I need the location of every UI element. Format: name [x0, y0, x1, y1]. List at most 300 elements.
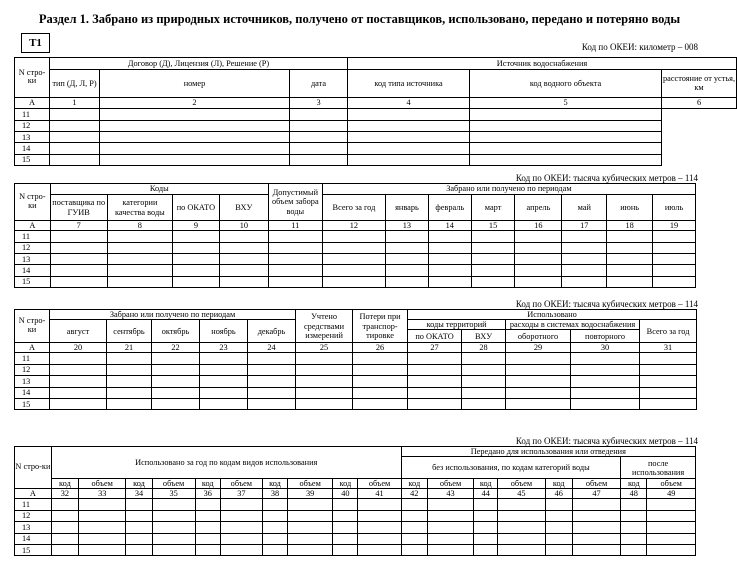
table-cell[interactable]: [408, 353, 462, 364]
col-num: 31: [640, 343, 697, 353]
table-cell[interactable]: [195, 522, 220, 533]
row-number: 15: [15, 154, 50, 165]
table-cell[interactable]: [572, 544, 620, 555]
table-cell[interactable]: [358, 522, 401, 533]
col-num: 39: [288, 489, 333, 499]
table-cell[interactable]: [358, 510, 401, 521]
table-cell[interactable]: [401, 522, 427, 533]
table-cell[interactable]: [100, 143, 290, 154]
table-cell[interactable]: [515, 231, 562, 242]
table-cell[interactable]: [262, 544, 287, 555]
table-cell[interactable]: [51, 510, 78, 521]
table-cell[interactable]: [50, 265, 107, 276]
table-cell[interactable]: [470, 154, 662, 165]
table-cell[interactable]: [172, 242, 219, 253]
table-cell[interactable]: [107, 242, 172, 253]
table-cell[interactable]: [50, 131, 100, 142]
table-cell[interactable]: [562, 265, 607, 276]
table-cell[interactable]: [348, 154, 470, 165]
col-losses: Потери при транспор-тировке: [353, 310, 408, 343]
table-cell[interactable]: [401, 544, 427, 555]
table-cell[interactable]: [220, 533, 262, 544]
table-cell[interactable]: [471, 265, 515, 276]
table-cell[interactable]: [50, 109, 100, 120]
table-cell[interactable]: [51, 533, 78, 544]
table-cell[interactable]: [498, 544, 545, 555]
codes-group-header: Коды: [50, 184, 268, 195]
col-num: 21: [107, 343, 152, 353]
table-cell[interactable]: [474, 522, 498, 533]
table-cell[interactable]: [290, 120, 348, 131]
table-cell[interactable]: [474, 533, 498, 544]
table-cell[interactable]: [348, 131, 470, 142]
table-cell[interactable]: [50, 364, 107, 375]
table-cell[interactable]: [348, 143, 470, 154]
col-jul: июль: [653, 195, 696, 221]
col-measured: Учтено средствами измерений: [296, 310, 353, 343]
table-row: [15, 242, 696, 253]
table-cell[interactable]: [427, 544, 473, 555]
table-row: [15, 143, 737, 154]
table-cell[interactable]: [427, 522, 473, 533]
col-num: 37: [220, 489, 262, 499]
table-cell[interactable]: [428, 276, 471, 287]
table-row: [15, 398, 697, 409]
table-cell[interactable]: [571, 398, 640, 409]
table-cell[interactable]: [152, 533, 195, 544]
table-cell[interactable]: [428, 242, 471, 253]
table-cell[interactable]: [107, 387, 152, 398]
table-row: [15, 522, 696, 533]
col-num: А: [15, 489, 52, 499]
col-date: дата: [290, 69, 348, 97]
row-number: 14: [15, 143, 50, 154]
table-cell[interactable]: [219, 231, 268, 242]
table-cell[interactable]: [200, 364, 248, 375]
table-cell[interactable]: [288, 522, 333, 533]
table-cell[interactable]: [386, 265, 429, 276]
table-cell[interactable]: [470, 131, 662, 142]
table-row: [15, 510, 696, 521]
table-cell[interactable]: [322, 265, 385, 276]
col-num: 47: [572, 489, 620, 499]
table-cell[interactable]: [428, 253, 471, 264]
table-cell[interactable]: [288, 499, 333, 510]
table-cell[interactable]: [290, 143, 348, 154]
table-cell[interactable]: [647, 533, 696, 544]
table-cell[interactable]: [562, 276, 607, 287]
table-cell[interactable]: [653, 276, 696, 287]
table-cell[interactable]: [262, 499, 287, 510]
table-cell[interactable]: [427, 510, 473, 521]
table-cell[interactable]: [640, 398, 697, 409]
col-year-total: Всего за год: [322, 195, 385, 221]
table-cell[interactable]: [172, 253, 219, 264]
table-cell[interactable]: [653, 231, 696, 242]
table-cell[interactable]: [51, 522, 78, 533]
col-num: 29: [506, 343, 571, 353]
col-num: 20: [50, 343, 107, 353]
table-cell[interactable]: [51, 499, 78, 510]
table-cell[interactable]: [572, 533, 620, 544]
table-cell[interactable]: [126, 533, 152, 544]
table-cell[interactable]: [152, 353, 200, 364]
table-cell[interactable]: [50, 276, 107, 287]
table-cell[interactable]: [640, 364, 697, 375]
table-cell[interactable]: [427, 533, 473, 544]
table-cell[interactable]: [172, 231, 219, 242]
col-source-type-code: код типа источника: [348, 69, 470, 97]
table-cell[interactable]: [640, 376, 697, 387]
table-cell[interactable]: [474, 499, 498, 510]
table-cell[interactable]: [545, 544, 572, 555]
table-cell[interactable]: [322, 231, 385, 242]
table-cell[interactable]: [107, 231, 172, 242]
table-cell[interactable]: [462, 353, 506, 364]
table-cell[interactable]: [572, 499, 620, 510]
table-cell[interactable]: [401, 533, 427, 544]
table-cell[interactable]: [152, 398, 200, 409]
col-vhu: ВХУ: [462, 330, 506, 343]
table-cell[interactable]: [51, 544, 78, 555]
table-cell[interactable]: [621, 499, 647, 510]
table-cell[interactable]: [333, 499, 358, 510]
table-cell[interactable]: [322, 253, 385, 264]
table-cell[interactable]: [607, 253, 653, 264]
table-cell[interactable]: [498, 522, 545, 533]
table-cell[interactable]: [322, 242, 385, 253]
transferred-header: Передано для использования или отведения: [401, 447, 695, 457]
table-cell[interactable]: [200, 387, 248, 398]
table-cell[interactable]: [621, 522, 647, 533]
table-cell[interactable]: [428, 265, 471, 276]
table-cell[interactable]: [200, 398, 248, 409]
table-cell[interactable]: [288, 510, 333, 521]
table-cell[interactable]: [401, 499, 427, 510]
table-cell[interactable]: [386, 242, 429, 253]
table-cell[interactable]: [462, 387, 506, 398]
after-use-header: после использования: [621, 457, 696, 479]
table-cell[interactable]: [545, 510, 572, 521]
table-cell[interactable]: [386, 231, 429, 242]
table-cell[interactable]: [333, 544, 358, 555]
row-number: 15: [15, 276, 51, 287]
col-year-total: Всего за год: [640, 320, 697, 343]
table-cell[interactable]: [268, 276, 322, 287]
col-code: код: [126, 479, 152, 489]
table-cell[interactable]: [219, 276, 268, 287]
table-cell[interactable]: [515, 253, 562, 264]
col-num: 19: [653, 221, 696, 231]
table-cell[interactable]: [79, 544, 126, 555]
table-cell[interactable]: [220, 499, 262, 510]
table-row: [15, 253, 696, 264]
table-cell[interactable]: [471, 276, 515, 287]
col-num: 38: [262, 489, 287, 499]
table-cell[interactable]: [322, 276, 385, 287]
table-cell[interactable]: [515, 242, 562, 253]
table-cell[interactable]: [408, 387, 462, 398]
table-cell[interactable]: [474, 544, 498, 555]
table-cell[interactable]: [498, 510, 545, 521]
col-aug: август: [50, 320, 107, 343]
table-cell[interactable]: [647, 510, 696, 521]
table-cell[interactable]: [290, 131, 348, 142]
table-cell[interactable]: [220, 522, 262, 533]
table-cell[interactable]: [506, 364, 571, 375]
table-cell[interactable]: [428, 231, 471, 242]
col-dec: декабрь: [248, 320, 296, 343]
table-cell[interactable]: [248, 387, 296, 398]
table-cell[interactable]: [353, 364, 408, 375]
table-cell[interactable]: [427, 499, 473, 510]
table-cell[interactable]: [545, 499, 572, 510]
table-cell[interactable]: [50, 231, 107, 242]
table-cell[interactable]: [471, 253, 515, 264]
table-cell[interactable]: [100, 120, 290, 131]
table-cell[interactable]: [288, 533, 333, 544]
table-cell[interactable]: [50, 376, 107, 387]
table-cell[interactable]: [498, 499, 545, 510]
table-cell[interactable]: [152, 364, 200, 375]
col-num: А: [15, 97, 50, 109]
table-cell[interactable]: [470, 109, 662, 120]
table-cell[interactable]: [296, 387, 353, 398]
table-cell[interactable]: [353, 387, 408, 398]
table-cell[interactable]: [333, 533, 358, 544]
table-cell[interactable]: [348, 109, 470, 120]
table-cell[interactable]: [640, 353, 697, 364]
table-cell[interactable]: [220, 510, 262, 521]
table-cell[interactable]: [562, 242, 607, 253]
col-vhu: ВХУ: [219, 195, 268, 221]
table-cell[interactable]: [470, 120, 662, 131]
table-cell[interactable]: [462, 398, 506, 409]
table-cell[interactable]: [358, 533, 401, 544]
table-cell[interactable]: [107, 398, 152, 409]
table-cell[interactable]: [268, 242, 322, 253]
row-number: 13: [15, 522, 52, 533]
table-cell[interactable]: [50, 398, 107, 409]
table-cell[interactable]: [562, 253, 607, 264]
table-cell[interactable]: [572, 510, 620, 521]
table-cell[interactable]: [152, 499, 195, 510]
table-cell[interactable]: [248, 364, 296, 375]
col-water-object-code: код водного объекта: [470, 69, 662, 97]
table-cell[interactable]: [220, 544, 262, 555]
table-cell[interactable]: [358, 544, 401, 555]
table-cell[interactable]: [571, 353, 640, 364]
table-cell[interactable]: [653, 242, 696, 253]
col-quality: категории качества воды: [107, 195, 172, 221]
table-cell[interactable]: [50, 253, 107, 264]
table-cell[interactable]: [621, 510, 647, 521]
table-cell[interactable]: [408, 364, 462, 375]
table-cell[interactable]: [653, 253, 696, 264]
table-cell[interactable]: [621, 544, 647, 555]
table-cell[interactable]: [506, 398, 571, 409]
table-cell[interactable]: [640, 387, 697, 398]
table-cell[interactable]: [172, 265, 219, 276]
table-cell[interactable]: [386, 276, 429, 287]
table-cell[interactable]: [195, 533, 220, 544]
table-cell[interactable]: [647, 522, 696, 533]
table-cell[interactable]: [333, 522, 358, 533]
table-cell[interactable]: [126, 522, 152, 533]
table-cell[interactable]: [386, 253, 429, 264]
table-cell[interactable]: [607, 265, 653, 276]
table-cell[interactable]: [248, 398, 296, 409]
table-cell[interactable]: [195, 544, 220, 555]
table-cell[interactable]: [126, 510, 152, 521]
table-cell[interactable]: [107, 276, 172, 287]
col-jan: январь: [386, 195, 429, 221]
table-cell[interactable]: [333, 510, 358, 521]
without-use-header: без использования, по кодам категорий воды: [401, 457, 621, 479]
table-cell[interactable]: [107, 364, 152, 375]
table-cell[interactable]: [248, 353, 296, 364]
col-num: 12: [322, 221, 385, 231]
col-supplier: поставщика по ГУИВ: [50, 195, 107, 221]
table-cell[interactable]: [262, 522, 287, 533]
table-cell[interactable]: [50, 242, 107, 253]
table-cell[interactable]: [152, 376, 200, 387]
table-cell[interactable]: [152, 544, 195, 555]
table-cell[interactable]: [219, 253, 268, 264]
table-cell[interactable]: [152, 387, 200, 398]
table-cell[interactable]: [248, 376, 296, 387]
table-cell[interactable]: [572, 522, 620, 533]
col-circulating: оборотного: [506, 330, 571, 343]
table-cell[interactable]: [288, 544, 333, 555]
table-cell[interactable]: [290, 109, 348, 120]
table-cell[interactable]: [296, 353, 353, 364]
table-cell[interactable]: [515, 265, 562, 276]
table-cell[interactable]: [358, 499, 401, 510]
table-cell[interactable]: [268, 253, 322, 264]
table-cell[interactable]: [152, 510, 195, 521]
col-num: 32: [51, 489, 78, 499]
table-cell[interactable]: [408, 398, 462, 409]
table-cell[interactable]: [296, 398, 353, 409]
table-cell[interactable]: [50, 120, 100, 131]
col-distance: расстояние от устья, км: [662, 69, 737, 97]
table-cell[interactable]: [268, 231, 322, 242]
table-cell[interactable]: [219, 265, 268, 276]
table-cell[interactable]: [296, 364, 353, 375]
row-number: 13: [15, 253, 51, 264]
table-cell[interactable]: [462, 364, 506, 375]
table-cell[interactable]: [107, 353, 152, 364]
col-repeated: повторного: [571, 330, 640, 343]
col-code: код: [474, 479, 498, 489]
table-cell[interactable]: [471, 242, 515, 253]
table-cell[interactable]: [195, 510, 220, 521]
table-cell[interactable]: [200, 353, 248, 364]
row-number: 12: [15, 364, 50, 375]
table-cell[interactable]: [506, 353, 571, 364]
table-cell[interactable]: [50, 353, 107, 364]
table-cell[interactable]: [107, 376, 152, 387]
table-cell[interactable]: [268, 265, 322, 276]
table-cell[interactable]: [470, 143, 662, 154]
col-num: 35: [152, 489, 195, 499]
contract-group-header: Договор (Д), Лицензия (Л), Решение (Р): [50, 58, 348, 70]
table-cell[interactable]: [79, 533, 126, 544]
table-cell[interactable]: [353, 398, 408, 409]
col-num: 42: [401, 489, 427, 499]
table-cell[interactable]: [50, 387, 107, 398]
table-cell[interactable]: [545, 533, 572, 544]
table-cell[interactable]: [50, 154, 100, 165]
table-cell[interactable]: [562, 231, 607, 242]
table-cell[interactable]: [79, 522, 126, 533]
table-cell[interactable]: [107, 253, 172, 264]
row-number: 14: [15, 265, 51, 276]
table-cell[interactable]: [653, 265, 696, 276]
table-cell[interactable]: [100, 109, 290, 120]
table-cell[interactable]: [621, 533, 647, 544]
table-cell[interactable]: [348, 120, 470, 131]
table-cell[interactable]: [100, 131, 290, 142]
table-cell[interactable]: [172, 276, 219, 287]
table-cell[interactable]: [262, 510, 287, 521]
table-cell[interactable]: [79, 499, 126, 510]
table-cell[interactable]: [571, 364, 640, 375]
col-num: 3: [290, 97, 348, 109]
table-cell[interactable]: [219, 242, 268, 253]
table-row: [15, 544, 696, 555]
table-cell[interactable]: [506, 387, 571, 398]
table-cell[interactable]: [607, 242, 653, 253]
table-cell[interactable]: [462, 376, 506, 387]
table-cell[interactable]: [107, 265, 172, 276]
table-cell[interactable]: [152, 522, 195, 533]
table-cell[interactable]: [474, 510, 498, 521]
table-cell[interactable]: [506, 376, 571, 387]
table-cell[interactable]: [515, 276, 562, 287]
table-cell[interactable]: [647, 499, 696, 510]
table-cell[interactable]: [471, 231, 515, 242]
table-cell[interactable]: [296, 376, 353, 387]
table-cell[interactable]: [79, 510, 126, 521]
col-num: 26: [353, 343, 408, 353]
table-cell[interactable]: [50, 143, 100, 154]
table-cell[interactable]: [353, 376, 408, 387]
table-cell[interactable]: [200, 376, 248, 387]
table-cell[interactable]: [607, 276, 653, 287]
table-cell[interactable]: [401, 510, 427, 521]
table-cell[interactable]: [607, 231, 653, 242]
table-cell[interactable]: [647, 544, 696, 555]
table-cell[interactable]: [571, 387, 640, 398]
col-num: А: [15, 343, 50, 353]
col-num: 40: [333, 489, 358, 499]
table-cell[interactable]: [353, 353, 408, 364]
table-cell[interactable]: [126, 544, 152, 555]
table-cell[interactable]: [498, 533, 545, 544]
table-cell[interactable]: [545, 522, 572, 533]
table-row: [15, 154, 737, 165]
table-cell[interactable]: [290, 154, 348, 165]
table-cell[interactable]: [195, 499, 220, 510]
table-cell[interactable]: [408, 376, 462, 387]
used-by-codes-header: Использовано за год по кодам видов использования: [51, 447, 401, 479]
table-cell[interactable]: [100, 154, 290, 165]
table-cell[interactable]: [571, 376, 640, 387]
table-cell[interactable]: [262, 533, 287, 544]
table-cell[interactable]: [126, 499, 152, 510]
